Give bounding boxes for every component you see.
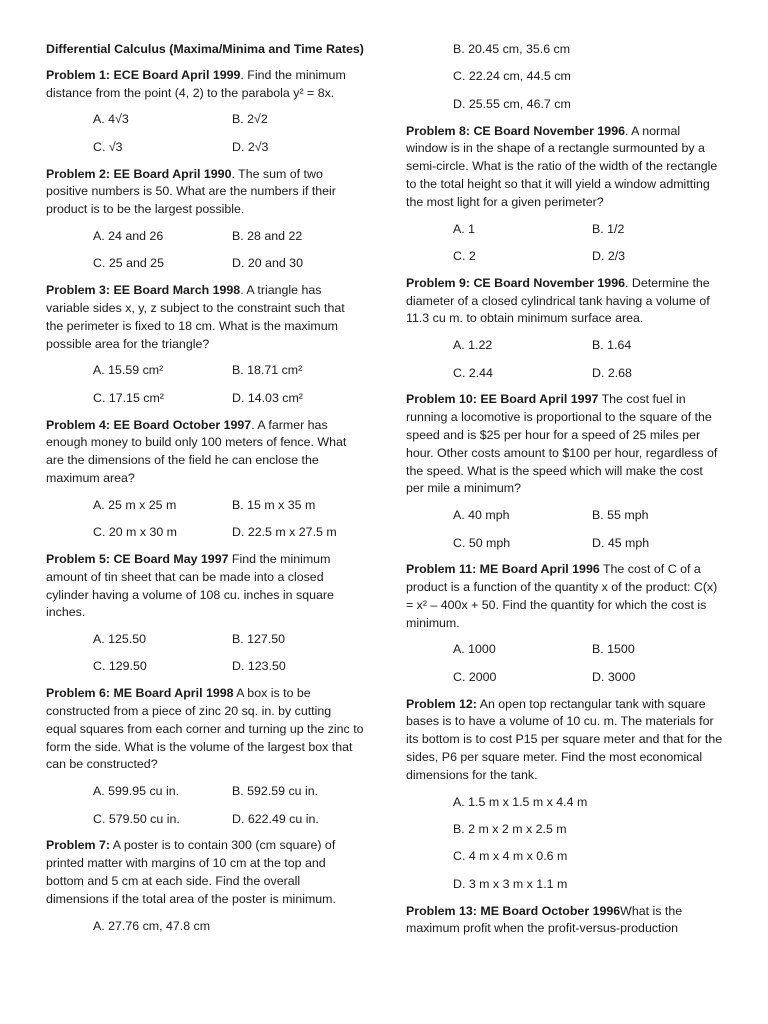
answer-choices — [46, 783, 364, 828]
choice-a: A. 40 mph — [453, 508, 510, 523]
choice-d: D. 22.5 m x 27.5 m — [232, 525, 337, 540]
problem-text: . Determine the diameter of a closed cylindrical tank having a volume of 11.3 cu m. to obtain minimum surface area. — [406, 275, 710, 326]
problem-2 — [46, 166, 364, 219]
choice-b: B. 28 and 22 — [232, 228, 303, 243]
choice-d: D. 3 m x 3 m x 1.1 m — [453, 876, 568, 891]
choice-a: A. 4√3 — [93, 112, 129, 127]
problem-heading: Problem 9: CE Board November 1996 — [406, 275, 625, 290]
answer-choices — [406, 794, 724, 894]
problem-heading: Problem 10: EE Board April 1997 — [406, 392, 599, 407]
choice-d: D. 3000 — [592, 669, 636, 684]
problem-text: . A triangle has variable sides x, y, z subject to the constraint such that the perimeter is fixed to 18 cm. What is the maximum possible area for the triangle? — [46, 283, 345, 351]
choice-b: B. 20.45 cm, 35.6 cm — [453, 42, 571, 56]
choice-c: C. √3 — [93, 139, 123, 154]
choice-c: C. 17.15 cm² — [93, 390, 164, 405]
choice-b: B. 1/2 — [592, 221, 625, 236]
problem-11 — [406, 561, 724, 632]
answer-choices — [406, 337, 724, 382]
problem-7 — [46, 837, 364, 908]
choice-d: D. 622.49 cu in. — [232, 811, 319, 826]
choice-a: A. 1000 — [453, 642, 496, 657]
choice-c: C. 50 mph — [453, 535, 511, 550]
choice-a: A. 25 m x 25 m — [93, 497, 177, 512]
choice-d: D. 2/3 — [592, 248, 626, 263]
choice-c: C. 2.44 — [453, 365, 493, 380]
choice-a: A. 15.59 cm² — [93, 363, 164, 378]
choice-b: B. 18.71 cm² — [232, 363, 303, 378]
problem-10 — [406, 391, 724, 498]
choice-c: C. 2 — [453, 248, 476, 263]
choice-d: D. 20 and 30 — [232, 256, 303, 271]
problem-text: What is the maximum profit when the profit-versus-production — [406, 903, 683, 936]
problem-5 — [46, 551, 364, 622]
answer-choices — [46, 362, 364, 407]
problem-text: . The sum of two positive numbers is 50. What are the numbers if their product is to be the largest possible. — [46, 166, 336, 217]
choice-b: B. 15 m x 35 m — [232, 497, 316, 512]
choice-b: B. 2 m x 2 m x 2.5 m — [453, 822, 567, 837]
problem-text: The cost fuel in running a locomotive is proportional to the square of the speed and is $25 per hour for a speed of 25 miles per hour. Other costs amount to $100 per hour, regardless of the speed. What is the speed which will make the cost per mile a minimum? — [406, 392, 718, 496]
choice-b: B. 1.64 — [592, 338, 632, 353]
choice-b: B. 55 mph — [592, 508, 649, 523]
choice-a: A. 1.5 m x 1.5 m x 4.4 m — [453, 794, 588, 809]
choice-c: C. 579.50 cu in. — [93, 811, 180, 826]
problem-1 — [46, 67, 364, 103]
answer-choices — [46, 918, 364, 936]
choice-c: C. 22.24 cm, 44.5 cm — [453, 69, 571, 84]
choice-c: C. 25 and 25 — [93, 256, 164, 271]
problem-heading: Problem 13: ME Board October 1996 — [406, 903, 621, 918]
problem-text: . A farmer has enough money to build only 100 meters of fence. What are the dimensions of the field he can enclose the maximum area? — [46, 417, 347, 485]
choice-a: A. 1.22 — [453, 338, 493, 353]
answer-choices — [406, 507, 724, 552]
right-column — [406, 41, 724, 938]
choice-c: C. 2000 — [453, 669, 497, 684]
answer-choices-continued — [406, 41, 724, 114]
problem-4 — [46, 417, 364, 488]
choice-c: C. 4 m x 4 m x 0.6 m — [453, 849, 568, 864]
choice-a: A. 24 and 26 — [93, 228, 164, 243]
problem-heading: Problem 12: — [406, 696, 477, 711]
answer-choices — [406, 221, 724, 266]
problem-6 — [46, 685, 364, 774]
problem-text: . A normal window is in the shape of a rectangle surmounted by a semi-circle. What is the ratio of the width of the rectangle to the total height so that it will yield a window admitting the most light for a given perimeter? — [406, 123, 718, 209]
choice-b: B. 127.50 — [232, 632, 286, 647]
choice-d: D. 25.55 cm, 46.7 cm — [453, 96, 571, 111]
choice-d: D. 123.50 — [232, 659, 286, 674]
answer-choices — [46, 497, 364, 542]
choice-a: A. 599.95 cu in. — [93, 784, 180, 799]
answer-choices — [46, 228, 364, 273]
answer-choices — [46, 111, 364, 156]
choice-b: B. 2√2 — [232, 112, 268, 127]
choice-b: B. 592.59 cu in. — [232, 784, 319, 799]
problem-9 — [406, 275, 724, 328]
problem-text: Find the minimum amount of tin sheet that can be made into a closed cylinder having a volume of 108 cu. inches in square inches. — [46, 551, 334, 620]
problem-3 — [46, 282, 364, 353]
choice-c: C. 129.50 — [93, 659, 147, 674]
choice-a: A. 27.76 cm, 47.8 cm — [93, 918, 211, 933]
choice-a: A. 125.50 — [93, 632, 147, 647]
problem-heading: Problem 4: EE Board October 1997 — [46, 417, 252, 432]
choice-d: D. 2√3 — [232, 139, 269, 154]
problem-text: . Find the minimum distance from the point (4, 2) to the parabola y² = 8x. — [46, 67, 346, 100]
choice-c: C. 20 m x 30 m — [93, 525, 178, 540]
problem-heading: Problem 7: — [46, 838, 111, 853]
problem-12 — [406, 696, 724, 785]
problem-8 — [406, 123, 724, 212]
problem-heading: Problem 8: CE Board November 1996 — [406, 123, 625, 138]
page-title: Differential Calculus (Maxima/Minima and Time Rates) — [46, 42, 364, 56]
problem-heading: Problem 6: ME Board April 1998 — [46, 686, 234, 701]
choice-d: D. 45 mph — [592, 535, 650, 550]
answer-choices — [46, 631, 364, 676]
choice-b: B. 1500 — [592, 642, 635, 657]
choice-d: D. 2.68 — [592, 365, 632, 380]
choice-d: D. 14.03 cm² — [232, 390, 303, 405]
choice-a: A. 1 — [453, 221, 476, 236]
problem-13 — [406, 903, 724, 939]
problem-heading: Problem 11: ME Board April 1996 — [406, 562, 600, 577]
problem-text: An open top rectangular tank with square bases is to have a volume of 10 cu. m. The materials for its bottom is to cost P15 per square meter and that for the sides, P6 per square meter. Find the most economical dimensions for the tank. — [406, 696, 723, 782]
problem-heading: Problem 2: EE Board April 1990 — [46, 166, 232, 181]
problem-text: A poster is to contain 300 (cm square) of printed matter with margins of 10 cm at the top and bottom and 5 cm at each side. Find the overall dimensions if the total area of the poster is minimum. — [46, 838, 336, 906]
problem-heading: Problem 5: CE Board May 1997 — [46, 551, 229, 566]
problem-heading: Problem 3: EE Board March 1998 — [46, 283, 241, 298]
problem-text: The cost of C of a product is a function of the quantity x of the product: C(x) = x² – 400x + 50. Find the quantity for which the cost is minimum. — [406, 562, 718, 630]
answer-choices — [406, 641, 724, 686]
left-column — [46, 41, 364, 944]
problem-text: A box is to be constructed from a piece of zinc 20 sq. in. by cutting equal squares from each corner and turning up the zinc to form the side. What is the volume of the largest box that can be constructed? — [46, 686, 364, 772]
problem-heading: Problem 1: ECE Board April 1999 — [46, 67, 241, 82]
